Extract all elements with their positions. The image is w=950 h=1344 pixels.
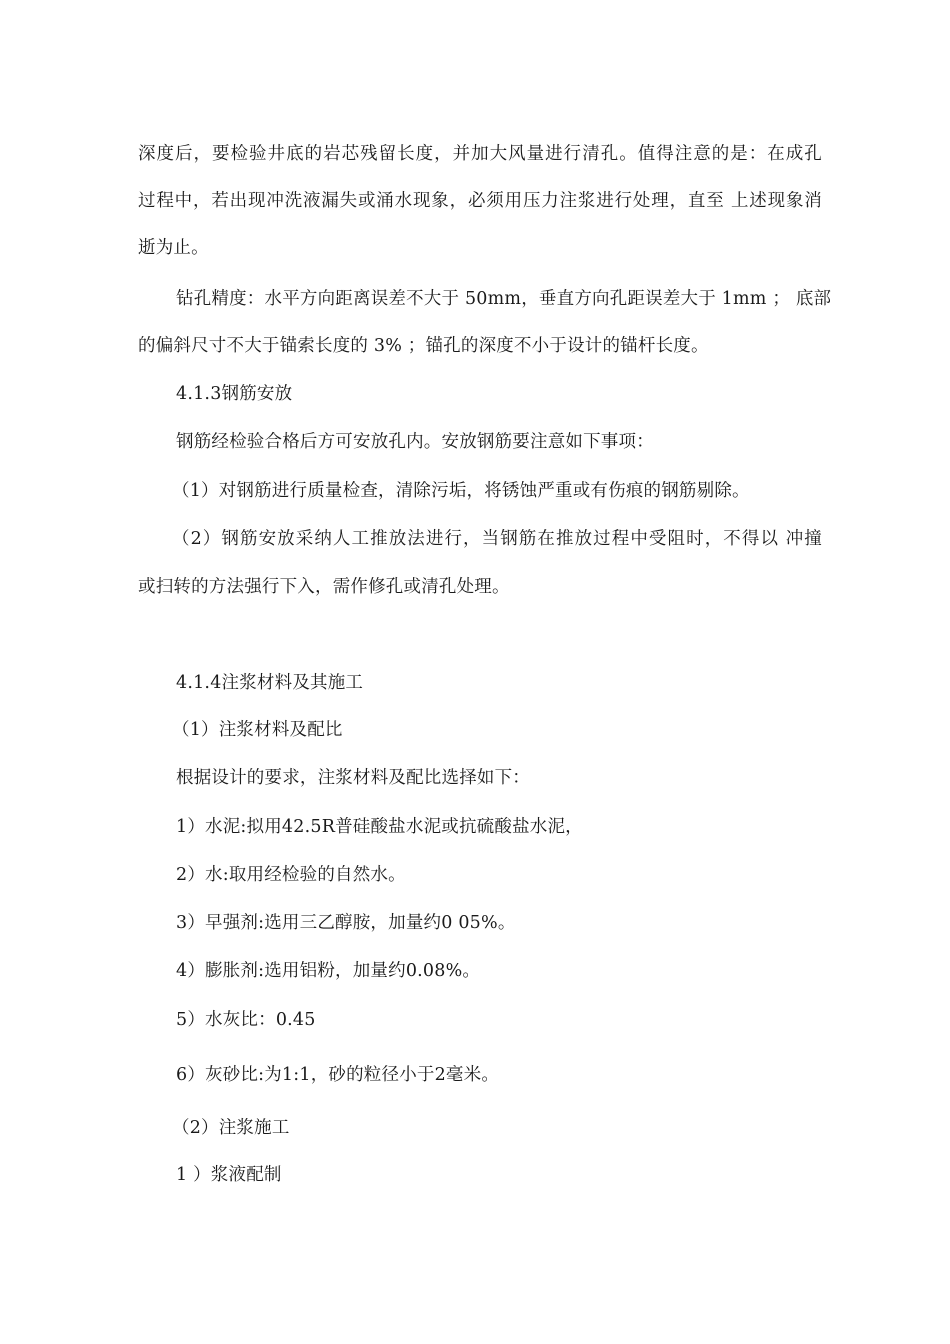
paragraph-line: 过程中，若出现冲洗液漏失或涌水现象，必须用压力注浆进行处理，直至 上述现象消: [138, 191, 822, 211]
subsection-heading: （1）注浆材料及配比: [172, 720, 343, 740]
section-heading: 4.1.4注浆材料及其施工: [176, 673, 364, 693]
paragraph-line: 或扫转的方法强行下入，需作修孔或清孔处理。: [138, 577, 510, 597]
paragraph-line: 深度后，要检验井底的岩芯残留长度，并加大风量进行清孔。值得注意的是：在成孔: [138, 144, 822, 164]
section-heading: 4.1.3钢筋安放: [176, 384, 293, 404]
paragraph-line: 钻孔精度：水平方向距离误差不大于 50mm，垂直方向孔距误差大于 1mm ； 底部: [176, 289, 832, 309]
list-item: 5）水灰比：0.45: [176, 1010, 316, 1030]
list-item: （2）钢筋安放采纳人工推放法进行，当钢筋在推放过程中受阻时，不得以 冲撞: [172, 529, 822, 549]
paragraph-line: 钢筋经检验合格后方可安放孔内。安放钢筋要注意如下事项：: [176, 432, 654, 452]
list-item: 4）膨胀剂:选用铝粉，加量约0.08%。: [176, 961, 481, 981]
list-item: 2）水:取用经检验的自然水。: [176, 865, 406, 885]
paragraph-line: 逝为止。: [138, 238, 209, 258]
list-item: （1）对钢筋进行质量检查，清除污垢，将锈蚀严重或有伤痕的钢筋剔除。: [172, 481, 750, 501]
list-item: 1）水泥:拟用42.5R普硅酸盐水泥或抗硫酸盐水泥，: [176, 817, 583, 837]
paragraph-line: 的偏斜尺寸不大于锚索长度的 3% ；锚孔的深度不小于设计的锚杆长度。: [138, 336, 709, 356]
list-item: 3）早强剂:选用三乙醇胺，加量约0 05%。: [176, 913, 516, 933]
list-item: 6）灰砂比:为1:1，砂的粒径小于2毫米。: [176, 1065, 500, 1085]
subsection-heading: （2）注浆施工: [172, 1118, 290, 1138]
paragraph-line: 根据设计的要求，注浆材料及配比选择如下：: [176, 768, 530, 788]
list-item: 1 ）浆液配制: [176, 1165, 282, 1185]
